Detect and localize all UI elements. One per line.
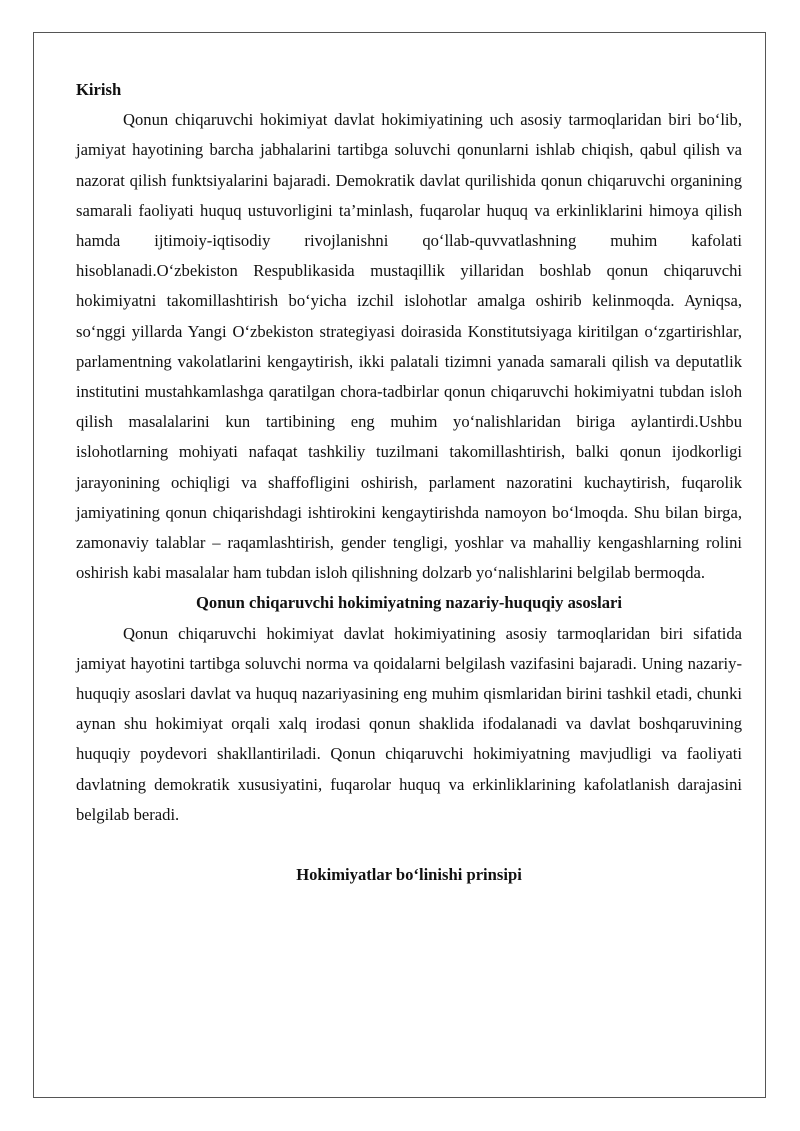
section-paragraph-theory: Qonun chiqaruvchi hokimiyat davlat hokimiyatining asosiy tarmoqlaridan biri sifatida jamiyat hayotini tartibga soluvchi norma va qoidalarni belgilash vazifasini bajaradi. Uning nazariy-huquqiy asoslari davlat va huquq nazariyasining eng muhim qismlaridan birini tashkil etadi, chunki aynan shu hokimiyat orqali xalq irodasi qonun shaklida ifodalanadi va davlat boshqaruvining huquqiy poydevori shakllantiriladi. Qonun chiqaruvchi hokimiyatning mavjudligi va faoliyati davlatning demokratik xususiyatini, fuqarolar huquq va erkinliklarining kafolatlanish darajasini belgilab beradi. (76, 623, 742, 824)
intro-heading: Kirish (76, 80, 122, 99)
document-body (76, 75, 742, 890)
intro-paragraph: Qonun chiqaruvchi hokimiyat davlat hokimiyatining uch asosiy tarmoqlaridan biri bo‘lib, jamiyat hayotining barcha jabhalarini tartibga soluvchi qonunlarni ishlab chiqish, qabul qilish va nazorat qilish funktsiyalarini bajaradi. Demokratik davlat qurilishida qonun chiqaruvchi organining samarali faoliyati huquq ustuvorligini ta’minlash, fuqarolar huquq va erkinliklarini himoya qilish hamda ijtimoiy-iqtisodiy rivojlanishni qo‘llab-quvvatlashning muhim kafolati hisoblanadi.O‘zbekiston Respublikasida mustaqillik yillaridan boshlab qonun chiqaruvchi hokimiyatni takomillashtirish bo‘yicha izchil islohotlar amalga oshirib kelinmoqda. Ayniqsa, so‘nggi yillarda Yangi O‘zbekiston strategiyasi doirasida Konstitutsiyaga kiritilgan o‘zgartirishlar, parlamentning vakolatlarini kengaytirish, ikki palatali tizimni yanada samarali qilish va deputatlik institutini mustahkamlashga qaratilgan chora-tadbirlar qonun chiqaruvchi hokimiyatni tubdan isloh qilish masalalarini kun tartibining eng muhim yo‘nalishlaridan biriga aylantirdi.Ushbu islohotlarning mohiyati nafaqat tashkiliy tuzilmani takomillashtirish, balki qonun ijodkorligi jarayonining ochiqligi va shaffofligini oshirish, parlament nazoratini kuchaytirish, fuqarolik jamiyatining qonun chiqarishdagi ishtirokini kengaytirishda namoyon bo‘lmoqda. Shu bilan birga, zamonaviy talablar – raqamlashtirish, gender tengligi, yoshlar va mahalliy kengashlarning rolini oshirish kabi masalalar ham tubdan isloh qilishning dolzarb yo‘nalishlarini belgilab bermoqda. (76, 110, 742, 583)
section-heading-theory: Qonun chiqaruvchi hokimiyatning nazariy-huquqiy asoslari (195, 593, 623, 613)
section-heading-separation: Hokimiyatlar bo‘linishi prinsipi (296, 865, 522, 885)
